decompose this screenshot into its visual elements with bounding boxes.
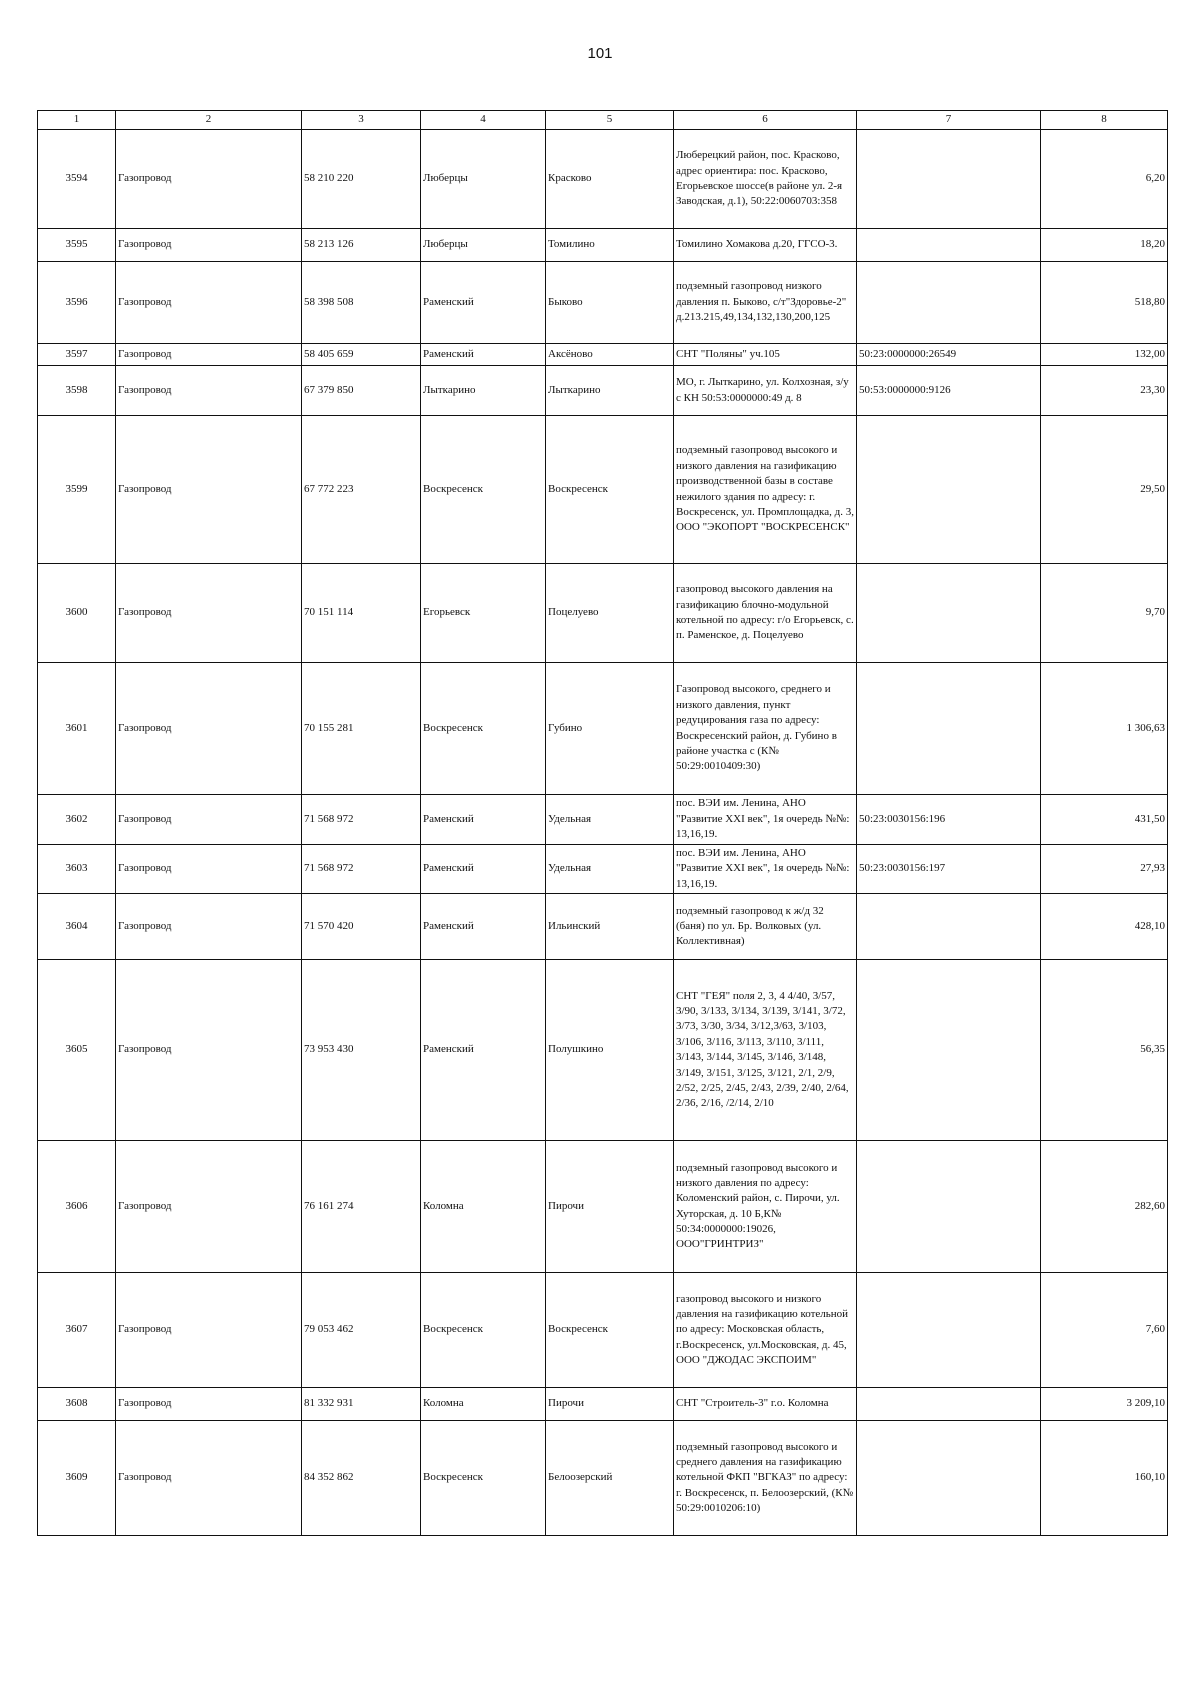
cadastral-number: 50:53:0000000:9126	[857, 366, 1041, 416]
district: Люберцы	[421, 229, 546, 262]
column-header: 5	[546, 111, 674, 130]
locality: Поцелуево	[546, 564, 674, 663]
object-code: 58 405 659	[302, 344, 421, 366]
column-header: 1	[38, 111, 116, 130]
row-number: 3594	[38, 130, 116, 229]
gas-pipeline-registry-table	[37, 110, 1168, 1536]
table-row	[38, 262, 1168, 344]
table-row	[38, 229, 1168, 262]
length: 1 306,63	[1041, 663, 1168, 795]
object-code: 76 161 274	[302, 1141, 421, 1273]
address: СНТ "Поляны" уч.105	[674, 344, 857, 366]
cadastral-number	[857, 1388, 1041, 1421]
row-number: 3596	[38, 262, 116, 344]
table-row	[38, 1273, 1168, 1388]
locality: Воскресенск	[546, 1273, 674, 1388]
length: 29,50	[1041, 416, 1168, 564]
address: подземный газопровод низкого давления п. Быково, с/т"Здоровье-2" д.213.215,49,134,132,130,200,125	[674, 262, 857, 344]
object-type: Газопровод	[116, 262, 302, 344]
length: 9,70	[1041, 564, 1168, 663]
cadastral-number	[857, 262, 1041, 344]
district: Воскресенск	[421, 1421, 546, 1536]
district: Раменский	[421, 960, 546, 1141]
locality: Губино	[546, 663, 674, 795]
table-row	[38, 564, 1168, 663]
length: 160,10	[1041, 1421, 1168, 1536]
locality: Воскресенск	[546, 416, 674, 564]
cadastral-number	[857, 416, 1041, 564]
column-header: 7	[857, 111, 1041, 130]
cadastral-number	[857, 663, 1041, 795]
district: Воскресенск	[421, 1273, 546, 1388]
length: 18,20	[1041, 229, 1168, 262]
table-row	[38, 1388, 1168, 1421]
object-code: 71 568 972	[302, 845, 421, 894]
district: Егорьевск	[421, 564, 546, 663]
column-header: 3	[302, 111, 421, 130]
column-header: 6	[674, 111, 857, 130]
object-code: 71 570 420	[302, 894, 421, 960]
row-number: 3601	[38, 663, 116, 795]
column-header: 4	[421, 111, 546, 130]
object-code: 71 568 972	[302, 795, 421, 845]
table-row	[38, 1421, 1168, 1536]
object-type: Газопровод	[116, 795, 302, 845]
object-code: 81 332 931	[302, 1388, 421, 1421]
district: Раменский	[421, 262, 546, 344]
object-type: Газопровод	[116, 564, 302, 663]
length: 27,93	[1041, 845, 1168, 894]
cadastral-number: 50:23:0000000:26549	[857, 344, 1041, 366]
row-number: 3605	[38, 960, 116, 1141]
object-code: 58 210 220	[302, 130, 421, 229]
length: 7,60	[1041, 1273, 1168, 1388]
object-type: Газопровод	[116, 130, 302, 229]
row-number: 3599	[38, 416, 116, 564]
address: МО, г. Лыткарино, ул. Колхозная, з/у с КН 50:53:0000000:49 д. 8	[674, 366, 857, 416]
row-number: 3606	[38, 1141, 116, 1273]
locality: Быково	[546, 262, 674, 344]
address: Газопровод высокого, среднего и низкого давления, пункт редуцирования газа по адресу: Воскресенский район, д. Губино в районе участка с (К№ 50:29:0010409:30)	[674, 663, 857, 795]
length: 132,00	[1041, 344, 1168, 366]
district: Лыткарино	[421, 366, 546, 416]
object-type: Газопровод	[116, 1388, 302, 1421]
table-row	[38, 960, 1168, 1141]
address: газопровод высокого давления на газификацию блочно-модульной котельной по адресу: г/о Егорьевск, с. п. Раменское, д. Поцелуево	[674, 564, 857, 663]
district: Воскресенск	[421, 416, 546, 564]
cadastral-number	[857, 1421, 1041, 1536]
length: 3 209,10	[1041, 1388, 1168, 1421]
object-code: 70 155 281	[302, 663, 421, 795]
address: СНТ "Строитель-3" г.о. Коломна	[674, 1388, 857, 1421]
locality: Красково	[546, 130, 674, 229]
table-row	[38, 663, 1168, 795]
row-number: 3607	[38, 1273, 116, 1388]
address: Томилино Хомакова д.20, ГГСО-3.	[674, 229, 857, 262]
row-number: 3608	[38, 1388, 116, 1421]
row-number: 3604	[38, 894, 116, 960]
row-number: 3597	[38, 344, 116, 366]
object-code: 84 352 862	[302, 1421, 421, 1536]
locality: Удельная	[546, 845, 674, 894]
address: пос. ВЭИ им. Ленина, АНО "Развитие XXI век", 1я очередь №№: 13,16,19.	[674, 795, 857, 845]
row-number: 3595	[38, 229, 116, 262]
length: 56,35	[1041, 960, 1168, 1141]
length: 518,80	[1041, 262, 1168, 344]
object-type: Газопровод	[116, 960, 302, 1141]
object-code: 67 379 850	[302, 366, 421, 416]
object-code: 67 772 223	[302, 416, 421, 564]
address: СНТ "ГЕЯ" поля 2, 3, 4 4/40, 3/57, 3/90, 3/133, 3/134, 3/139, 3/141, 3/72, 3/73, 3/30, 3/34, 3/12,3/63, 3/103, 3/106, 3/116, 3/113, 3/110, 3/111, 3/143, 3/144, 3/145, 3/146, 3/148, 3/149, 3/151, 3/125, 3/121, 2/1, 2/9, 2/52, 2/25, 2/45, 2/43, 2/39, 2/40, 2/64, 2/36, 2/16, /2/14, 2/10	[674, 960, 857, 1141]
row-number: 3602	[38, 795, 116, 845]
object-type: Газопровод	[116, 366, 302, 416]
locality: Удельная	[546, 795, 674, 845]
locality: Аксёново	[546, 344, 674, 366]
object-code: 58 213 126	[302, 229, 421, 262]
district: Коломна	[421, 1388, 546, 1421]
object-type: Газопровод	[116, 845, 302, 894]
table-row	[38, 366, 1168, 416]
row-number: 3600	[38, 564, 116, 663]
table-row	[38, 344, 1168, 366]
row-number: 3603	[38, 845, 116, 894]
table-row	[38, 894, 1168, 960]
locality: Ильинский	[546, 894, 674, 960]
cadastral-number	[857, 894, 1041, 960]
table-row	[38, 416, 1168, 564]
object-code: 70 151 114	[302, 564, 421, 663]
address: газопровод высокого и низкого давления на газификацию котельной по адресу: Московская область, г.Воскресенск, ул.Московская, д. 45, ООО "ДЖОДАС ЭКСПОИМ"	[674, 1273, 857, 1388]
length: 431,50	[1041, 795, 1168, 845]
district: Раменский	[421, 344, 546, 366]
cadastral-number	[857, 960, 1041, 1141]
address: пос. ВЭИ им. Ленина, АНО "Развитие XXI век", 1я очередь №№: 13,16,19.	[674, 845, 857, 894]
column-header-row	[38, 111, 1168, 130]
district: Раменский	[421, 795, 546, 845]
length: 282,60	[1041, 1141, 1168, 1273]
table-row	[38, 1141, 1168, 1273]
object-code: 79 053 462	[302, 1273, 421, 1388]
address: подземный газопровод высокого и среднего давления на газификацию котельной ФКП "ВГКАЗ" по адресу: г. Воскресенск, п. Белоозерский, (К№ 50:29:0010206:10)	[674, 1421, 857, 1536]
page-number: 101	[587, 45, 613, 62]
cadastral-number	[857, 130, 1041, 229]
locality: Пирочи	[546, 1141, 674, 1273]
length: 23,30	[1041, 366, 1168, 416]
length: 428,10	[1041, 894, 1168, 960]
locality: Белоозерский	[546, 1421, 674, 1536]
object-type: Газопровод	[116, 1141, 302, 1273]
cadastral-number	[857, 564, 1041, 663]
object-type: Газопровод	[116, 663, 302, 795]
object-code: 73 953 430	[302, 960, 421, 1141]
locality: Томилино	[546, 229, 674, 262]
address: подземный газопровод к ж/д 32 (баня) по ул. Бр. Волковых (ул. Коллективная)	[674, 894, 857, 960]
district: Раменский	[421, 894, 546, 960]
row-number: 3609	[38, 1421, 116, 1536]
address: подземный газопровод высокого и низкого давления на газификацию производственной базы в составе нежилого здания по адресу: г. Воскресенск, ул. Промплощадка, д. 3, ООО "ЭКОПОРТ "ВОСКРЕСЕНСК"	[674, 416, 857, 564]
object-type: Газопровод	[116, 416, 302, 564]
address: Люберецкий район, пос. Красково, адрес ориентира: пос. Красково, Егорьевское шоссе(в районе ул. 2-я Заводская, д.1), 50:22:0060703:358	[674, 130, 857, 229]
district: Коломна	[421, 1141, 546, 1273]
address: подземный газопровод высокого и низкого давления по адресу: Коломенский район, с. Пирочи, ул. Хуторская, д. 10 Б,К№ 50:34:0000000:19026, ООО"ГРИНТРИЗ"	[674, 1141, 857, 1273]
cadastral-number	[857, 1273, 1041, 1388]
table-row	[38, 795, 1168, 845]
object-type: Газопровод	[116, 1273, 302, 1388]
table-row	[38, 845, 1168, 894]
column-header: 2	[116, 111, 302, 130]
object-type: Газопровод	[116, 1421, 302, 1536]
district: Воскресенск	[421, 663, 546, 795]
district: Раменский	[421, 845, 546, 894]
locality: Лыткарино	[546, 366, 674, 416]
locality: Полушкино	[546, 960, 674, 1141]
cadastral-number	[857, 229, 1041, 262]
cadastral-number	[857, 1141, 1041, 1273]
locality: Пирочи	[546, 1388, 674, 1421]
district: Люберцы	[421, 130, 546, 229]
object-type: Газопровод	[116, 229, 302, 262]
length: 6,20	[1041, 130, 1168, 229]
table-row	[38, 130, 1168, 229]
object-type: Газопровод	[116, 894, 302, 960]
object-type: Газопровод	[116, 344, 302, 366]
row-number: 3598	[38, 366, 116, 416]
cadastral-number: 50:23:0030156:197	[857, 845, 1041, 894]
column-header: 8	[1041, 111, 1168, 130]
object-code: 58 398 508	[302, 262, 421, 344]
cadastral-number: 50:23:0030156:196	[857, 795, 1041, 845]
